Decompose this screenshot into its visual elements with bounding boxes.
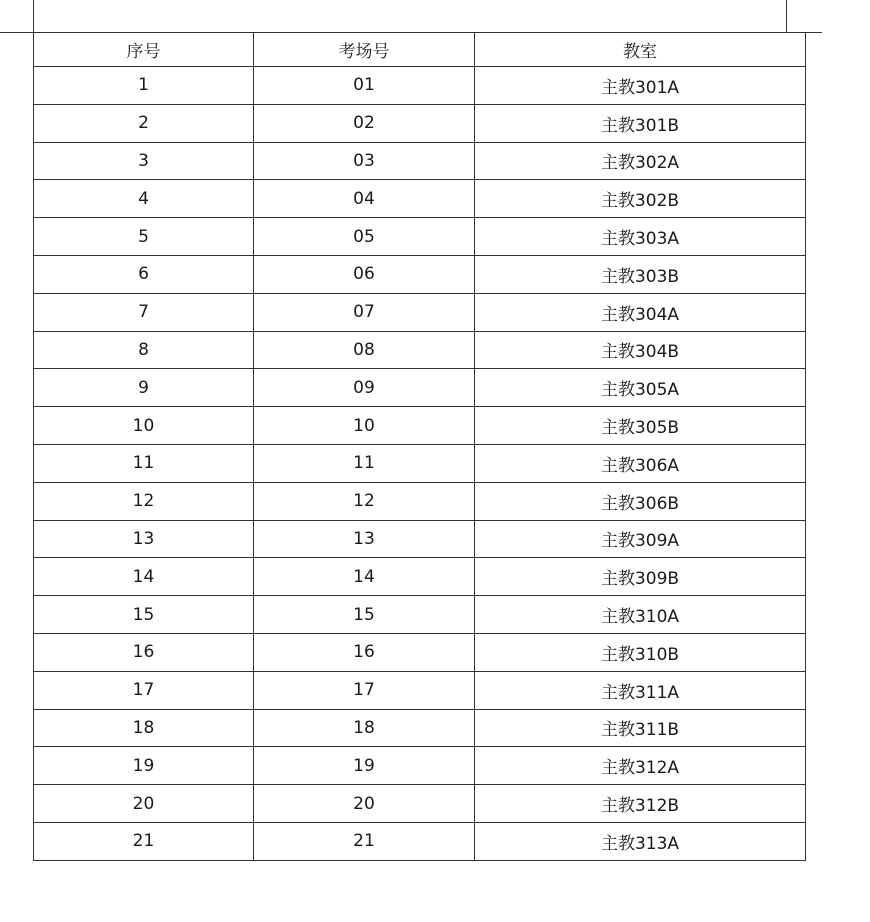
cell-serial-number: 5: [34, 218, 254, 256]
cell-classroom: 主教303A: [475, 218, 806, 256]
cell-classroom: 主教310A: [475, 596, 806, 634]
table-row: [34, 671, 806, 709]
cell-exam-room-number: 13: [254, 520, 475, 558]
cell-exam-room-number: 10: [254, 407, 475, 445]
cell-classroom: 主教309B: [475, 558, 806, 596]
table-row: [34, 747, 806, 785]
cell-exam-room-number: 18: [254, 709, 475, 747]
cell-serial-number: 8: [34, 331, 254, 369]
table-row: [34, 218, 806, 256]
cell-exam-room-number: 02: [254, 104, 475, 142]
table-row: [34, 369, 806, 407]
header-exam-room-number: 考场号: [254, 33, 475, 67]
cell-exam-room-number: 19: [254, 747, 475, 785]
cell-classroom: 主教311B: [475, 709, 806, 747]
cell-classroom: 主教301B: [475, 104, 806, 142]
cell-classroom: 主教304A: [475, 293, 806, 331]
cell-classroom: 主教310B: [475, 633, 806, 671]
cell-serial-number: 6: [34, 255, 254, 293]
cell-exam-room-number: 09: [254, 369, 475, 407]
table-row: [34, 520, 806, 558]
table-row: [34, 407, 806, 445]
header-serial-number: 序号: [34, 33, 254, 67]
cell-classroom: 主教302A: [475, 142, 806, 180]
cell-exam-room-number: 01: [254, 67, 475, 105]
cell-exam-room-number: 06: [254, 255, 475, 293]
cell-exam-room-number: 15: [254, 596, 475, 634]
table-row: [34, 596, 806, 634]
cell-exam-room-number: 21: [254, 822, 475, 860]
table-row: [34, 104, 806, 142]
cell-serial-number: 1: [34, 67, 254, 105]
cell-exam-room-number: 12: [254, 482, 475, 520]
cell-serial-number: 2: [34, 104, 254, 142]
table-row: [34, 444, 806, 482]
cell-serial-number: 20: [34, 785, 254, 823]
cell-exam-room-number: 04: [254, 180, 475, 218]
table-row: [34, 142, 806, 180]
cell-serial-number: 21: [34, 822, 254, 860]
table-row: [34, 709, 806, 747]
cell-exam-room-number: 16: [254, 633, 475, 671]
cell-classroom: 主教302B: [475, 180, 806, 218]
cell-classroom: 主教301A: [475, 67, 806, 105]
cell-serial-number: 10: [34, 407, 254, 445]
table-header-row: [34, 33, 806, 67]
cell-classroom: 主教313A: [475, 822, 806, 860]
cell-classroom: 主教309A: [475, 520, 806, 558]
cell-exam-room-number: 11: [254, 444, 475, 482]
table-row: [34, 822, 806, 860]
cell-classroom: 主教306B: [475, 482, 806, 520]
cell-classroom: 主教304B: [475, 331, 806, 369]
cell-serial-number: 9: [34, 369, 254, 407]
cell-serial-number: 17: [34, 671, 254, 709]
cell-classroom: 主教305B: [475, 407, 806, 445]
cell-exam-room-number: 03: [254, 142, 475, 180]
cell-serial-number: 15: [34, 596, 254, 634]
cell-classroom: 主教312A: [475, 747, 806, 785]
table-row: [34, 482, 806, 520]
cell-classroom: 主教303B: [475, 255, 806, 293]
cell-exam-room-number: 20: [254, 785, 475, 823]
cell-exam-room-number: 07: [254, 293, 475, 331]
cell-serial-number: 7: [34, 293, 254, 331]
cell-serial-number: 16: [34, 633, 254, 671]
table-row: [34, 180, 806, 218]
table-row: [34, 633, 806, 671]
cell-exam-room-number: 05: [254, 218, 475, 256]
table-row: [34, 67, 806, 105]
cell-serial-number: 4: [34, 180, 254, 218]
table-row: [34, 785, 806, 823]
cell-exam-room-number: 14: [254, 558, 475, 596]
cell-classroom: 主教306A: [475, 444, 806, 482]
cell-serial-number: 19: [34, 747, 254, 785]
table-row: [34, 558, 806, 596]
table-row: [34, 293, 806, 331]
cell-serial-number: 11: [34, 444, 254, 482]
cell-classroom: 主教311A: [475, 671, 806, 709]
exam-room-table: [33, 32, 806, 861]
header-classroom: 教室: [475, 33, 806, 67]
cell-serial-number: 3: [34, 142, 254, 180]
cell-serial-number: 14: [34, 558, 254, 596]
previous-table-frame: [33, 0, 787, 32]
cell-classroom: 主教305A: [475, 369, 806, 407]
cell-classroom: 主教312B: [475, 785, 806, 823]
cell-serial-number: 12: [34, 482, 254, 520]
table-row: [34, 255, 806, 293]
cell-serial-number: 13: [34, 520, 254, 558]
cell-exam-room-number: 08: [254, 331, 475, 369]
cell-exam-room-number: 17: [254, 671, 475, 709]
cell-serial-number: 18: [34, 709, 254, 747]
table-row: [34, 331, 806, 369]
